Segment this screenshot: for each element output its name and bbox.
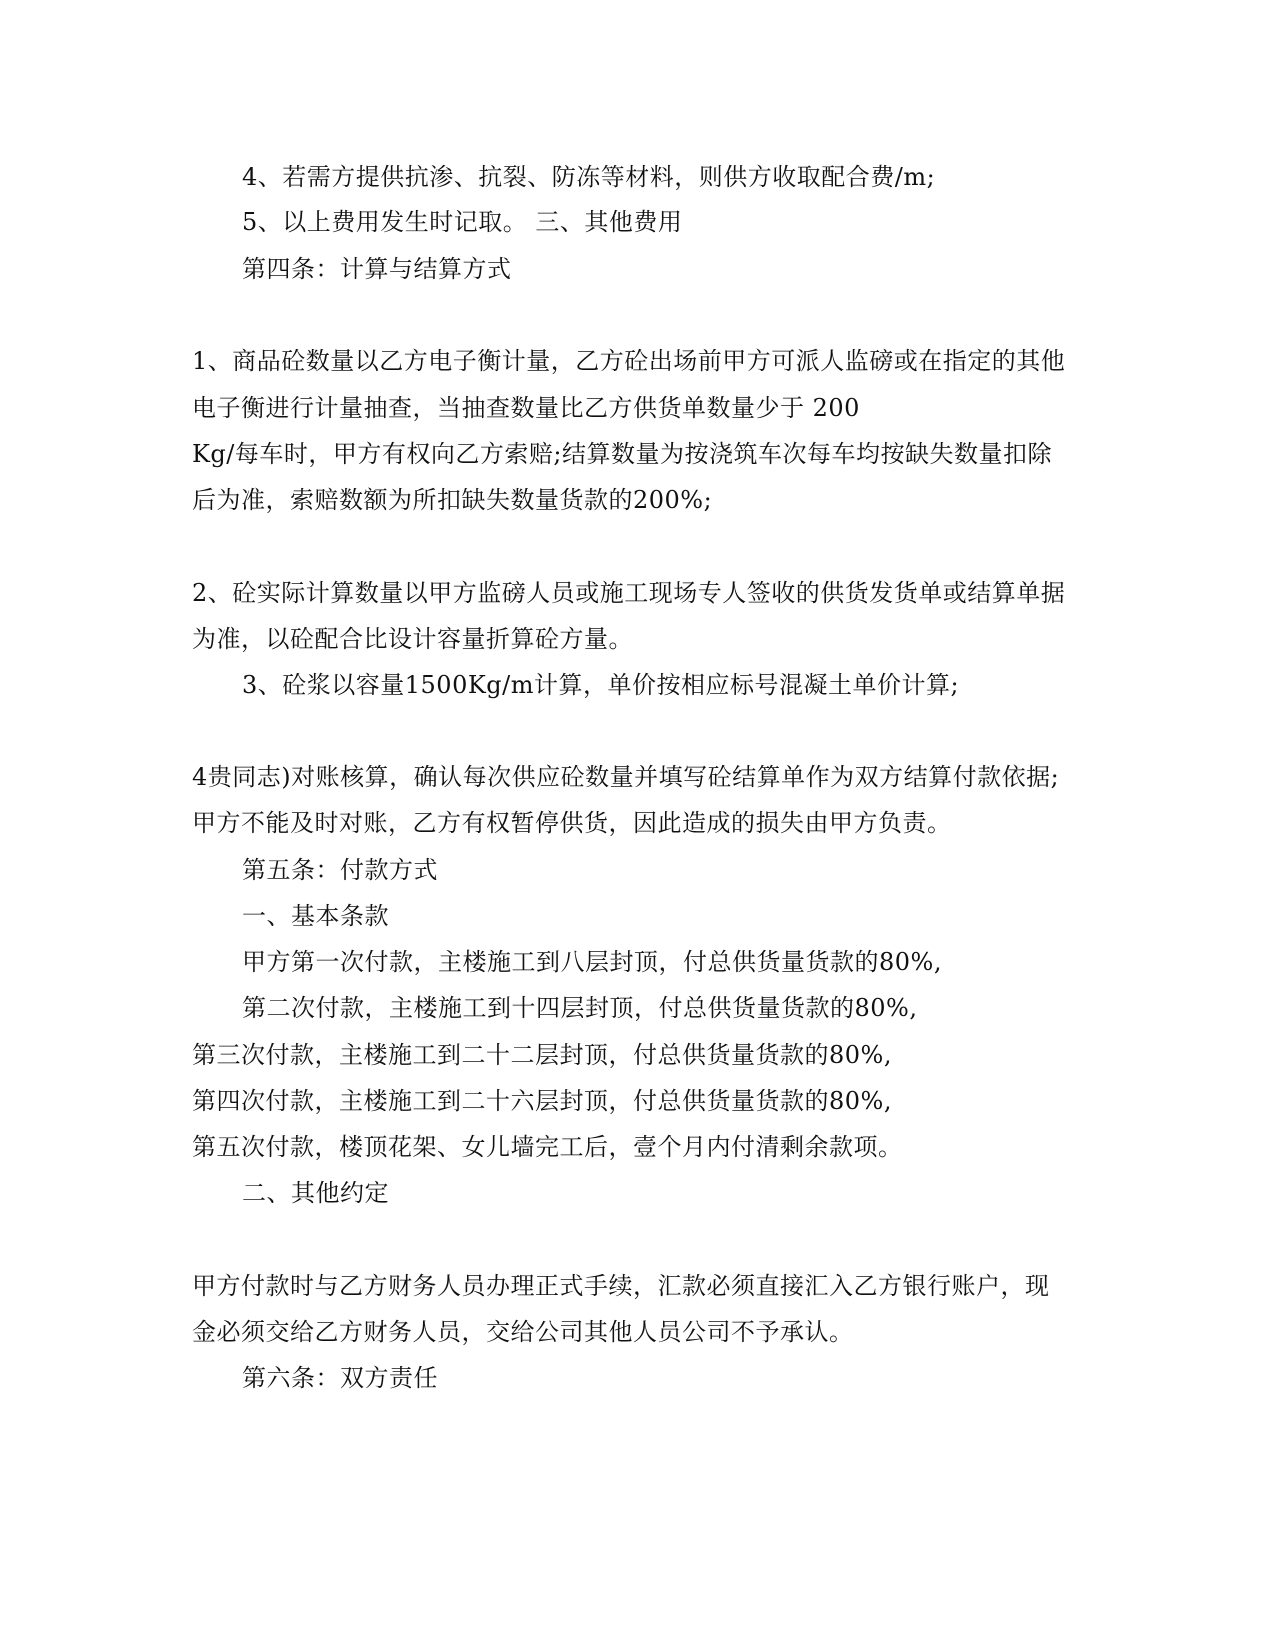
text-line: 后为准，索赔数额为所扣缺失数量货款的200%; (192, 486, 713, 514)
text-line: 4贵同志)对账核算，确认每次供应砼数量并填写砼结算单作为双方结算付款依据; (192, 763, 1060, 791)
text-line: 为准，以砼配合比设计容量折算砼方量。 (192, 625, 633, 653)
text-line: 电子衡进行计量抽查，当抽查数量比乙方供货单数量少于 200 (192, 394, 860, 422)
text-line: 甲方第一次付款，主楼施工到八层封顶，付总供货量货款的80%, (242, 948, 942, 976)
section-heading: 第四条：计算与结算方式 (242, 255, 512, 283)
text-line: 3、砼浆以容量1500Kg/m计算，单价按相应标号混凝土单价计算; (242, 671, 960, 699)
text-line: 第三次付款，主楼施工到二十二层封顶，付总供货量货款的80%, (192, 1041, 892, 1069)
text-line: 第四次付款，主楼施工到二十六层封顶，付总供货量货款的80%, (192, 1087, 892, 1115)
section-heading: 第六条：双方责任 (242, 1364, 438, 1392)
section-heading: 第五条：付款方式 (242, 856, 438, 884)
text-line: 第二次付款，主楼施工到十四层封顶，付总供货量货款的80%, (242, 994, 918, 1022)
text-line: 1、商品砼数量以乙方电子衡计量，乙方砼出场前甲方可派人监磅或在指定的其他 (192, 347, 1066, 375)
text-line: 甲方付款时与乙方财务人员办理正式手续，汇款必须直接汇入乙方银行账户，现 (192, 1272, 1050, 1300)
text-line: Kg/每车时，甲方有权向乙方索赔;结算数量为按浇筑车次每车均按缺失数量扣除 (192, 440, 1052, 468)
text-line: 甲方不能及时对账，乙方有权暂停供货，因此造成的损失由甲方负责。 (192, 809, 952, 837)
text-line: 金必须交给乙方财务人员，交给公司其他人员公司不予承认。 (192, 1318, 854, 1346)
subsection-heading: 二、其他约定 (242, 1179, 389, 1207)
text-line: 5、以上费用发生时记取。 三、其他费用 (242, 208, 683, 236)
text-line: 2、砼实际计算数量以甲方监磅人员或施工现场专人签收的供货发货单或结算单据 (192, 579, 1066, 607)
text-line: 4、若需方提供抗渗、抗裂、防冻等材料，则供方收取配合费/m; (242, 163, 936, 191)
subsection-heading: 一、基本条款 (242, 902, 389, 930)
text-line: 第五次付款，楼顶花架、女儿墙完工后，壹个月内付清剩余款项。 (192, 1133, 903, 1161)
